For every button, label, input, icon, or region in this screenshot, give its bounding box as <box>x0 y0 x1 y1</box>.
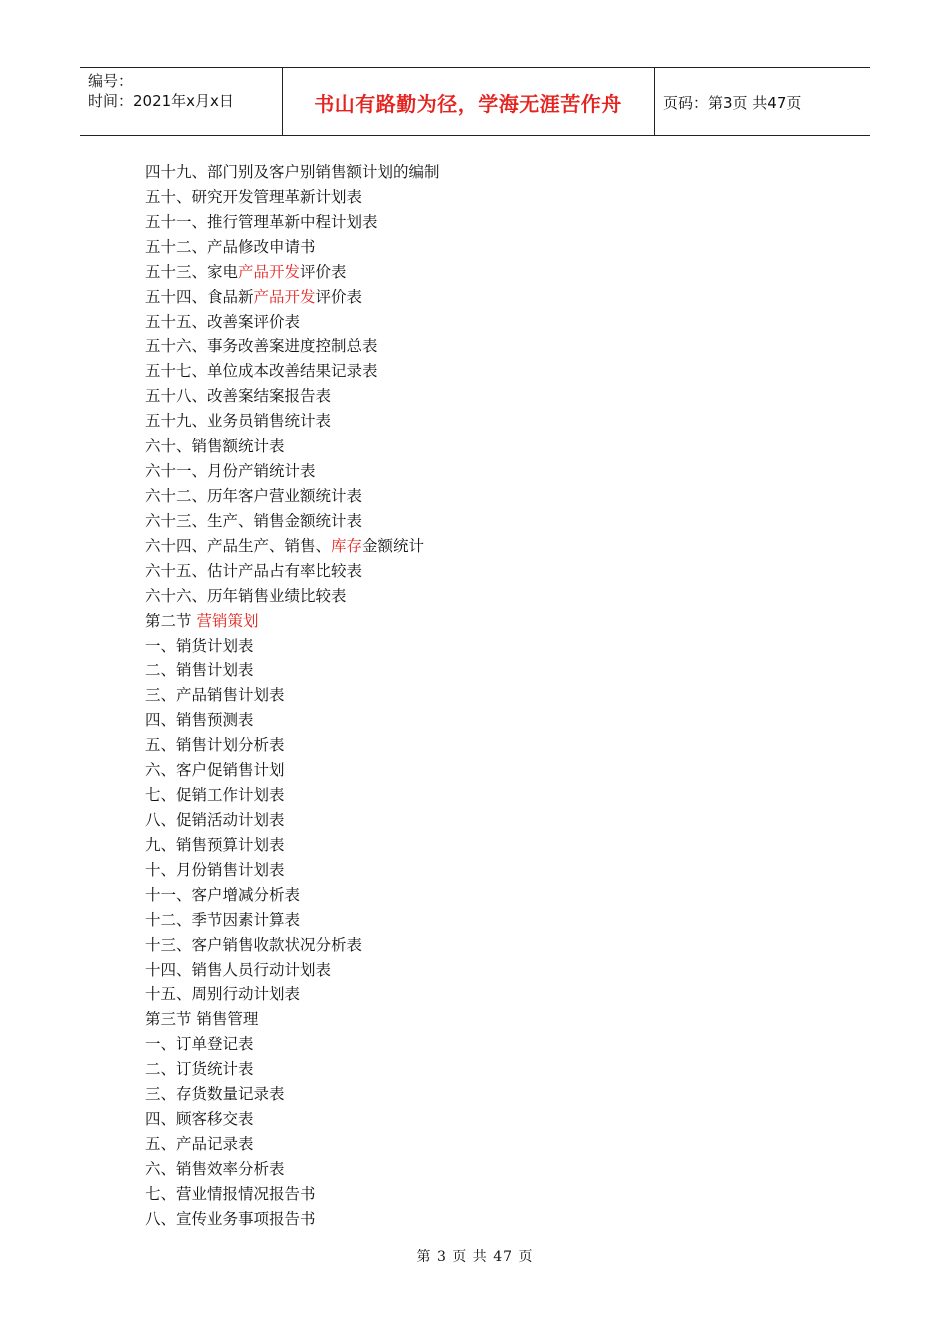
list-item-text: 五十二、产品修改申请书 <box>145 237 316 256</box>
header-motto: 书山有路勤为径，学海无涯苦作舟 <box>314 92 622 116</box>
list-item <box>145 683 440 708</box>
list-item <box>145 484 440 509</box>
list-item-text: 四、顾客移交表 <box>145 1110 254 1129</box>
list-item <box>145 908 440 933</box>
list-item <box>145 359 440 384</box>
list-item <box>145 833 440 858</box>
list-item-text: 四、销售预测表 <box>145 711 254 730</box>
page-footer: 第 3 页 共 47 页 <box>416 1249 534 1265</box>
list-item <box>145 883 440 908</box>
list-item <box>145 459 440 484</box>
list-item-text: 六十五、估计产品占有率比较表 <box>145 561 363 580</box>
list-item <box>145 409 440 434</box>
list-item <box>145 210 440 235</box>
list-item <box>145 933 440 958</box>
list-item <box>145 609 440 634</box>
list-item-text: 七、营业情报情况报告书 <box>145 1184 316 1203</box>
list-item <box>145 384 440 409</box>
list-item-text: 五、产品记录表 <box>145 1134 254 1153</box>
list-item <box>145 1157 440 1182</box>
list-item-text: 金额统计 <box>362 536 425 555</box>
list-item-text: 二、销售计划表 <box>145 661 254 680</box>
list-item <box>145 982 440 1007</box>
list-item <box>145 1132 440 1157</box>
list-item <box>145 634 440 659</box>
list-item-text: 五十五、改善案评价表 <box>145 312 301 331</box>
date-line: 时间：2021年x月x日 <box>88 92 234 110</box>
list-item <box>145 584 440 609</box>
number-label: 编号： <box>88 72 134 90</box>
list-item-text: 六十一、月份产销统计表 <box>145 462 316 481</box>
list-item-text: 九、销售预算计划表 <box>145 835 285 854</box>
list-item-text: 二、订货统计表 <box>145 1060 254 1079</box>
list-item-text: 十、月份销售计划表 <box>145 860 285 879</box>
list-item <box>145 1107 440 1132</box>
highlighted-link-text[interactable]: 产品开发 <box>238 262 301 281</box>
list-item-text: 五、销售计划分析表 <box>145 736 285 755</box>
list-item <box>145 1007 440 1032</box>
list-item-text: 十三、客户销售收款状况分析表 <box>145 935 363 954</box>
list-item-text: 第三节 销售管理 <box>145 1010 259 1029</box>
list-item-text: 五十七、单位成本改善结果记录表 <box>145 362 378 381</box>
list-item <box>145 434 440 459</box>
list-item-text: 六十四、产品生产、销售、 <box>145 536 332 555</box>
list-item <box>145 310 440 335</box>
list-item-text: 评价表 <box>315 287 363 306</box>
list-item-text: 五十三、家电 <box>145 262 239 281</box>
list-item-text: 十四、销售人员行动计划表 <box>145 960 332 979</box>
list-item <box>145 509 440 534</box>
list-item <box>145 658 440 683</box>
list-item <box>145 1207 440 1232</box>
list-item-text: 五十九、业务员销售统计表 <box>145 412 332 431</box>
list-item-text: 一、销货计划表 <box>145 636 254 655</box>
list-item-text: 六、客户促销售计划 <box>145 761 285 780</box>
list-item-text: 三、存货数量记录表 <box>145 1085 285 1104</box>
list-item <box>145 260 440 285</box>
list-item-text: 八、宣传业务事项报告书 <box>145 1209 316 1228</box>
list-item-text: 一、订单登记表 <box>145 1035 254 1054</box>
header-divider <box>654 68 655 135</box>
list-item-text: 十一、客户增减分析表 <box>145 885 301 904</box>
list-item <box>145 1057 440 1082</box>
list-item-text: 六十二、历年客户营业额统计表 <box>145 486 363 505</box>
list-item-text: 六、销售效率分析表 <box>145 1159 285 1178</box>
list-item-text: 五十、研究开发管理革新计划表 <box>145 187 363 206</box>
table-of-contents-list <box>145 160 440 1232</box>
list-item-text: 七、促销工作计划表 <box>145 786 285 805</box>
list-item-text: 评价表 <box>300 262 347 281</box>
list-item <box>145 733 440 758</box>
list-item-text: 第二节 <box>145 611 197 630</box>
list-item-text: 四十九、部门别及客户别销售额计划的编制 <box>145 163 440 181</box>
list-item <box>145 708 440 733</box>
list-item-text: 五十八、改善案结案报告表 <box>145 387 332 406</box>
header-page-info: 页码：第3页 共47页 <box>663 94 802 112</box>
list-item <box>145 559 440 584</box>
list-item-text: 六十、销售额统计表 <box>145 437 285 456</box>
list-item <box>145 1032 440 1057</box>
list-item-text: 六十三、生产、销售金额统计表 <box>145 511 363 530</box>
list-item <box>145 758 440 783</box>
list-item <box>145 783 440 808</box>
list-item-text: 五十六、事务改善案进度控制总表 <box>145 337 378 356</box>
list-item <box>145 334 440 359</box>
list-item <box>145 285 440 310</box>
list-item-text: 六十六、历年销售业绩比较表 <box>145 586 347 605</box>
list-item <box>145 1182 440 1207</box>
list-item <box>145 534 440 559</box>
list-item <box>145 160 440 185</box>
document-header <box>80 67 870 136</box>
list-item-text: 八、促销活动计划表 <box>145 810 285 829</box>
list-item-text: 三、产品销售计划表 <box>145 686 285 705</box>
header-meta <box>88 71 234 111</box>
list-item <box>145 1082 440 1107</box>
list-item <box>145 958 440 983</box>
list-item <box>145 185 440 210</box>
highlighted-link-text[interactable]: 库存 <box>331 536 363 555</box>
list-item-text: 十二、季节因素计算表 <box>145 910 301 929</box>
list-item <box>145 235 440 260</box>
list-item <box>145 808 440 833</box>
list-item-text: 十五、周别行动计划表 <box>145 985 301 1004</box>
highlighted-link-text[interactable]: 产品开发 <box>253 287 316 306</box>
list-item-text: 五十一、推行管理革新中程计划表 <box>145 212 378 231</box>
highlighted-link-text[interactable]: 营销策划 <box>196 611 259 630</box>
list-item <box>145 858 440 883</box>
list-item-text: 五十四、食品新 <box>145 287 254 306</box>
